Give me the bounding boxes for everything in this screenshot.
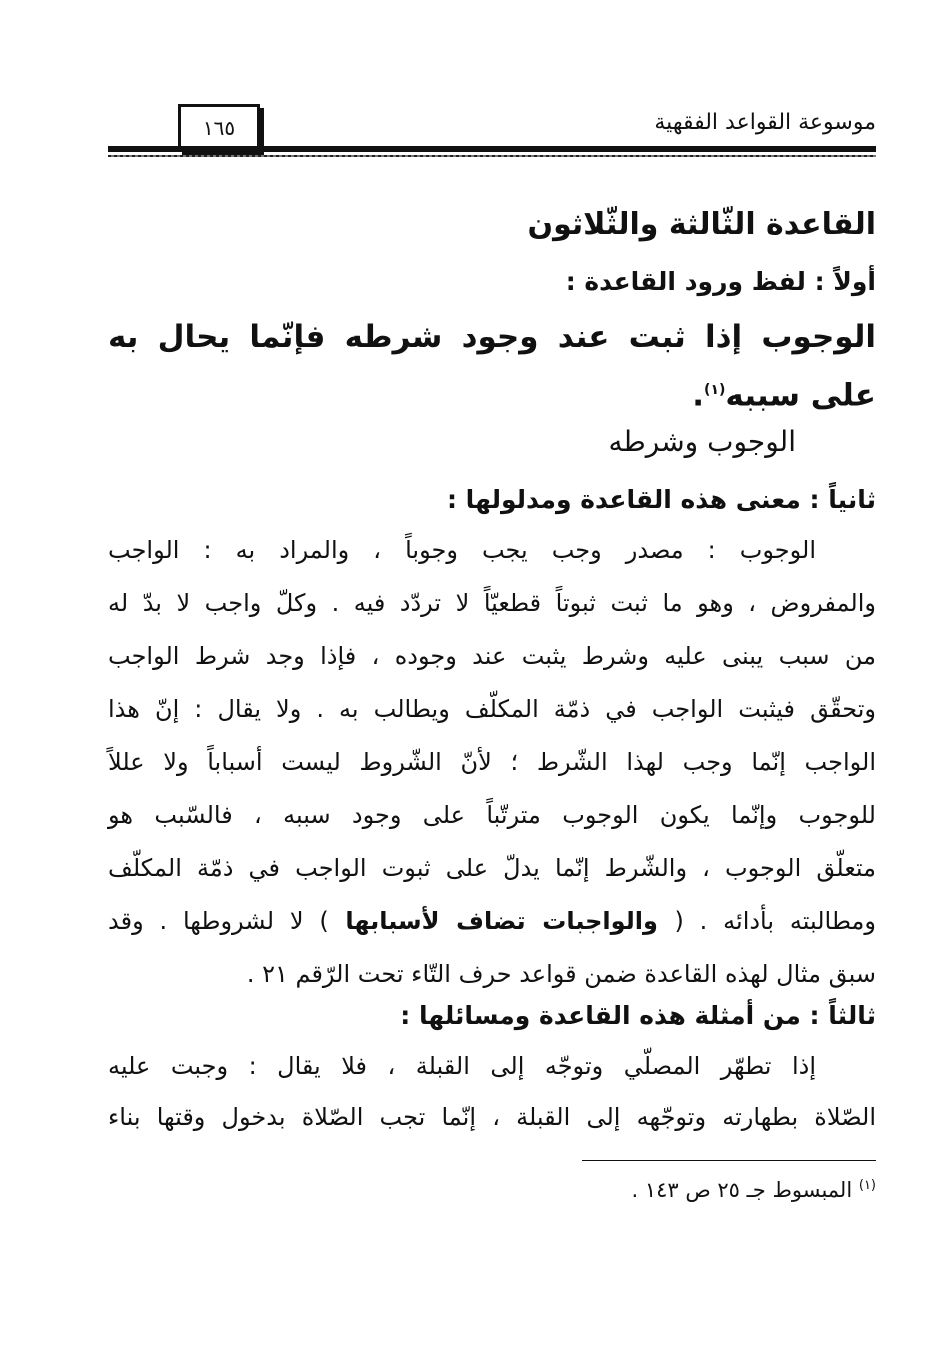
rule-statement-end: . xyxy=(692,377,705,414)
para2-line-6: للوجوب وإنّما يكون الوجوب مترتّباً على وجود سببه ، فالسّبب هو xyxy=(108,801,876,829)
para2-line-4: وتحقّق فيثبت الواجب في ذمّة المكلّف ويطالب به . ولا يقال : إنّ هذا xyxy=(108,695,876,723)
section-phrase: الوجوب وشرطه xyxy=(608,425,796,458)
footnote-number: (١) xyxy=(858,1178,876,1193)
footnote-separator xyxy=(582,1160,876,1161)
header-rule-thin xyxy=(108,155,876,157)
chapter-title: القاعدة الثّالثة والثّلاثون xyxy=(527,207,876,242)
para2-line-8-bold: والواجبات تضاف لأسبابها xyxy=(328,907,675,935)
rule-statement-line-1: الوجوب إذا ثبت عند وجود شرطه فإنّما يحال به xyxy=(108,319,876,355)
book-title: موسوعة القواعد الفقهية xyxy=(654,110,876,135)
para2-line-8 xyxy=(108,901,876,941)
heading-first: أولاً : لفظ ورود القاعدة : xyxy=(565,267,876,296)
footnote xyxy=(631,1178,876,1202)
para2-line-2: والمفروض ، وهو ما ثبت ثبوتاً قطعيّاً لا تردّد فيه . وكلّ واجب لا بدّ له xyxy=(108,589,876,617)
para2-line-1: الوجوب : مصدر وجب يجب وجوباً ، والمراد به : الواجب xyxy=(108,536,816,564)
rule-statement-line-2 xyxy=(108,365,876,420)
rule-statement-text: على سببه xyxy=(725,377,876,414)
para2-line-8-post: ) لا لشروطها . وقد xyxy=(108,907,329,935)
para2-line-3: من سبب يبنى عليه وشرط يثبت عند وجوده ، فإذا وجد شرط الواجب xyxy=(108,642,876,670)
page-number xyxy=(178,104,260,152)
para2-line-8-pre: ومطالبته بأدائه . ( xyxy=(674,907,877,935)
para3-line-2: الصّلاة بطهارته وتوجّهه إلى القبلة ، إنّما تجب الصّلاة بدخول وقتها بناء xyxy=(108,1103,876,1131)
para2-line-9: سبق مثال لهذه القاعدة ضمن قواعد حرف التّاء تحت الرّقم ٢١ . xyxy=(246,960,876,988)
heading-second: ثانياً : معنى هذه القاعدة ومدلولها : xyxy=(446,485,876,514)
para2-line-5: الواجب إنّما وجب لهذا الشّرط ؛ لأنّ الشّروط ليست أسباباً ولا عللاً xyxy=(108,748,876,776)
footnote-ref: (١) xyxy=(704,382,726,398)
page-header xyxy=(0,98,939,158)
para3-line-1: إذا تطهّر المصلّي وتوجّه إلى القبلة ، فلا يقال : وجبت عليه xyxy=(108,1052,816,1080)
para2-line-7: متعلّق الوجوب ، والشّرط إنّما يدلّ على ثبوت الواجب في ذمّة المكلّف xyxy=(108,854,876,882)
header-rule xyxy=(108,146,876,152)
footnote-text: المبسوط جـ ٢٥ ص ١٤٣ . xyxy=(631,1178,853,1202)
page-number-text: ١٦٥ xyxy=(202,116,236,140)
heading-third: ثالثاً : من أمثلة هذه القاعدة ومسائلها : xyxy=(400,1001,876,1030)
